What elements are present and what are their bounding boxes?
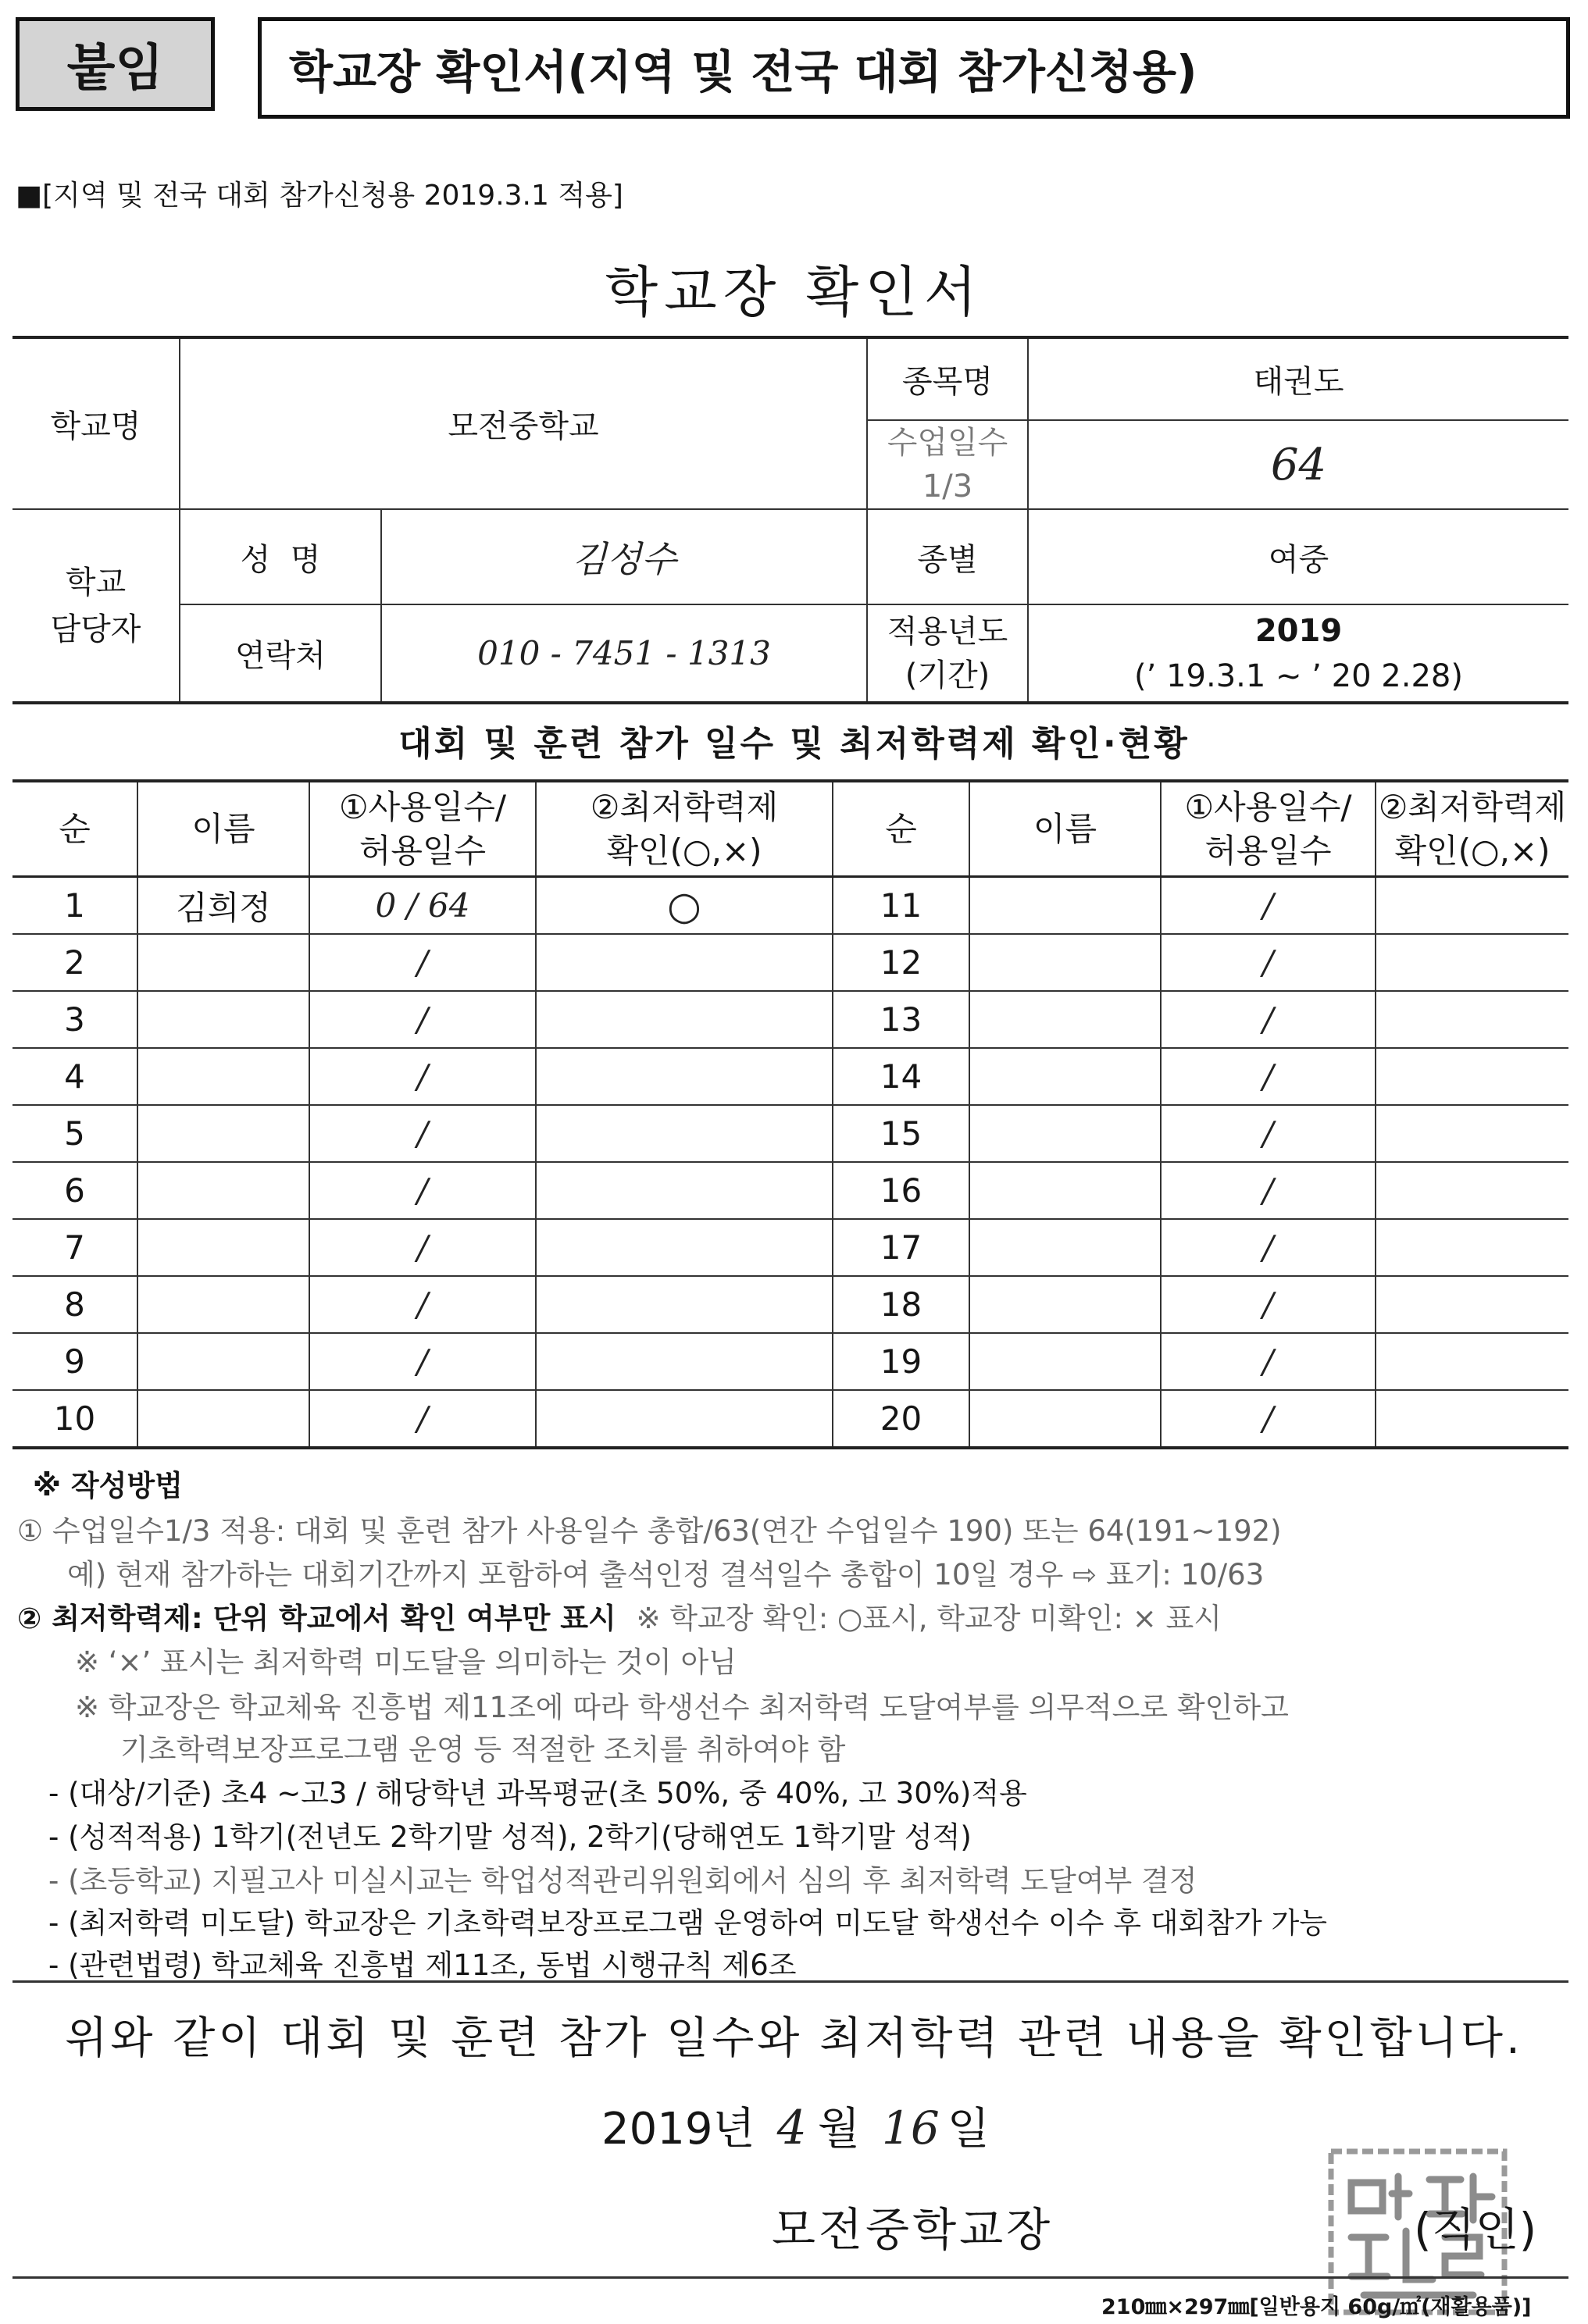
year-label-line1: 적용년도 bbox=[887, 613, 1008, 650]
name-value: 김성수 bbox=[381, 509, 867, 604]
cell-days: / bbox=[309, 1162, 536, 1219]
class-days-label bbox=[867, 420, 1028, 509]
cell-name bbox=[969, 1162, 1161, 1219]
cell-days: / bbox=[1161, 1219, 1376, 1276]
cell-days: / bbox=[1161, 877, 1376, 935]
cell-no: 6 bbox=[12, 1162, 137, 1219]
cell-no: 17 bbox=[833, 1219, 969, 1276]
cell-no: 5 bbox=[12, 1105, 137, 1162]
school-name-value: 모전중학교 bbox=[180, 337, 867, 509]
header-days-line2: 허용일수 bbox=[1204, 831, 1332, 870]
cell-name bbox=[969, 877, 1161, 935]
cell-no: 1 bbox=[12, 877, 137, 935]
cell-days: / bbox=[309, 1390, 536, 1448]
header-name-right: 이름 bbox=[969, 781, 1161, 877]
note-2-line1: ※ 학교장은 학교체육 진흥법 제11조에 따라 학생선수 최저학력 도달여부를 의무적으로 확인하고 bbox=[75, 1691, 1289, 1724]
cell-no: 2 bbox=[12, 934, 137, 991]
cell-check bbox=[1376, 1333, 1568, 1390]
class-days-label-line2: 1/3 bbox=[922, 469, 973, 504]
sport-value: 태권도 bbox=[1028, 337, 1568, 420]
cell-check bbox=[1376, 1219, 1568, 1276]
cell-name bbox=[137, 934, 309, 991]
cell-check bbox=[536, 1105, 833, 1162]
header-days-line1: ①사용일수/ bbox=[1184, 787, 1352, 826]
cell-no: 15 bbox=[833, 1105, 969, 1162]
cell-check bbox=[536, 1219, 833, 1276]
manager-label-line2: 담당자 bbox=[50, 611, 141, 647]
cell-days: / bbox=[1161, 1276, 1376, 1333]
cell-name bbox=[969, 1276, 1161, 1333]
cell-check bbox=[1376, 877, 1568, 935]
cell-name bbox=[969, 1390, 1161, 1448]
cell-name bbox=[137, 1105, 309, 1162]
cell-name bbox=[137, 1333, 309, 1390]
cell-no: 11 bbox=[833, 877, 969, 935]
cell-no: 16 bbox=[833, 1162, 969, 1219]
cell-check bbox=[536, 991, 833, 1048]
cell-name bbox=[137, 1219, 309, 1276]
school-name-label: 학교명 bbox=[12, 337, 180, 509]
header-days-line1: ①사용일수/ bbox=[338, 787, 507, 826]
cell-no: 10 bbox=[12, 1390, 137, 1448]
bullet-not-reached: - (최저학력 미도달) 학교장은 기초학력보장프로그램 운영하여 미도달 학생선수 이수 후 대회참가 가능 bbox=[48, 1906, 1328, 1940]
header-academic-left bbox=[536, 781, 833, 877]
roster-body bbox=[12, 877, 1568, 1449]
date-month-unit: 월 bbox=[817, 2104, 860, 2155]
cell-days: / bbox=[309, 991, 536, 1048]
name-label: 성 명 bbox=[180, 509, 381, 604]
note-2-line2: 기초학력보장프로그램 운영 등 적절한 조치를 취하여야 함 bbox=[120, 1733, 846, 1766]
cell-name bbox=[137, 1276, 309, 1333]
cell-check bbox=[1376, 991, 1568, 1048]
header-days-line2: 허용일수 bbox=[359, 831, 487, 870]
instruction-2-note: ※ 학교장 확인: ○표시, 학교장 미확인: × 표시 bbox=[636, 1602, 1222, 1635]
info-table bbox=[12, 336, 1568, 704]
cell-name: 김희정 bbox=[137, 877, 309, 935]
instruction-1-line2: 예) 현재 참가하는 대회기간까지 포함하여 출석인정 결석일수 총합이 10일 경우 ⇨ 표기: 10/63 bbox=[67, 1558, 1265, 1592]
instruction-2 bbox=[17, 1595, 1222, 1637]
year-label-line2: (기간) bbox=[905, 657, 990, 693]
cell-name bbox=[137, 991, 309, 1048]
year-value: 2019 bbox=[1254, 612, 1343, 649]
contact-label: 연락처 bbox=[180, 604, 381, 703]
header-academic-line1: ②최저학력제 bbox=[590, 787, 779, 826]
instructions-title: ※ 작성방법 bbox=[33, 1469, 183, 1502]
header-name-left: 이름 bbox=[137, 781, 309, 877]
cell-name bbox=[969, 934, 1161, 991]
cell-days: / bbox=[1161, 1333, 1376, 1390]
cell-no: 7 bbox=[12, 1219, 137, 1276]
note-1: ※ ‘×’ 표시는 최저학력 미도달을 의미하는 것이 아님 bbox=[75, 1645, 737, 1679]
table-row bbox=[12, 1333, 1568, 1390]
instruction-1-line1: ① 수업일수1/3 적용: 대회 및 훈련 참가 사용일수 총합/63(연간 수업일수 190) 또는 64(191~192) bbox=[17, 1514, 1282, 1548]
date-line bbox=[601, 2094, 990, 2157]
cell-no: 9 bbox=[12, 1333, 137, 1390]
header-academic-line2: 확인(○,×) bbox=[1394, 831, 1551, 870]
attachment-badge: 붙임 bbox=[16, 17, 215, 111]
cell-no: 4 bbox=[12, 1048, 137, 1105]
principal-title: 모전중학교장 bbox=[772, 2203, 1054, 2256]
cell-days: / bbox=[309, 934, 536, 991]
instruction-2-main: ② 최저학력제: 단위 학교에서 확인 여부만 표시 bbox=[17, 1602, 616, 1635]
cell-check bbox=[536, 1276, 833, 1333]
bullet-elementary: - (초등학교) 지필고사 미실시교는 학업성적관리위원회에서 심의 후 최저학력 도달여부 결정 bbox=[48, 1864, 1197, 1898]
table-row bbox=[12, 1162, 1568, 1219]
cell-no: 18 bbox=[833, 1276, 969, 1333]
table-row bbox=[12, 1048, 1568, 1105]
cell-no: 12 bbox=[833, 934, 969, 991]
cell-check bbox=[536, 1162, 833, 1219]
cell-days: / bbox=[1161, 934, 1376, 991]
cell-check bbox=[1376, 1162, 1568, 1219]
date-month-value: 4 bbox=[776, 2101, 807, 2155]
cell-check bbox=[1376, 1390, 1568, 1448]
header-no-left: 순 bbox=[12, 781, 137, 877]
cell-name bbox=[969, 1048, 1161, 1105]
cell-days: / bbox=[1161, 1048, 1376, 1105]
cell-no: 14 bbox=[833, 1048, 969, 1105]
cell-check bbox=[536, 934, 833, 991]
document-title: 학교장 확인서 bbox=[605, 260, 983, 324]
class-days-label-line1: 수업일수 bbox=[887, 425, 1008, 461]
cell-check: ○ bbox=[536, 877, 833, 935]
cell-no: 8 bbox=[12, 1276, 137, 1333]
cell-days: / bbox=[1161, 1162, 1376, 1219]
header-no-right: 순 bbox=[833, 781, 969, 877]
cell-name bbox=[137, 1162, 309, 1219]
cell-name bbox=[137, 1048, 309, 1105]
cell-days: / bbox=[309, 1219, 536, 1276]
manager-label-line1: 학교 bbox=[65, 564, 127, 601]
year-value-cell bbox=[1028, 604, 1568, 703]
cell-days: / bbox=[309, 1333, 536, 1390]
cell-no: 19 bbox=[833, 1333, 969, 1390]
table-row bbox=[12, 934, 1568, 991]
period-value: (’ 19.3.1 ~ ’ 20 2.28) bbox=[1134, 658, 1463, 694]
header-days-right bbox=[1161, 781, 1376, 877]
cell-check bbox=[1376, 1105, 1568, 1162]
table-row bbox=[12, 991, 1568, 1048]
cell-no: 3 bbox=[12, 991, 137, 1048]
cell-days: 0 / 64 bbox=[309, 877, 536, 935]
roster-table bbox=[12, 779, 1568, 1449]
cell-days: / bbox=[1161, 991, 1376, 1048]
table-row bbox=[12, 1276, 1568, 1333]
form-title: 학교장 확인서(지역 및 전국 대회 참가신청용) bbox=[258, 17, 1570, 119]
roster-header-row bbox=[12, 781, 1568, 877]
cell-name bbox=[137, 1390, 309, 1448]
table-row bbox=[12, 877, 1568, 935]
status-heading: 대회 및 훈련 참가 일수 및 최저학력제 확인·현황 bbox=[398, 724, 1190, 764]
footer-divider bbox=[12, 2276, 1568, 2279]
date-year: 2019년 bbox=[601, 2104, 755, 2155]
contact-value: 010 - 7451 - 1313 bbox=[381, 604, 867, 703]
seal-label: (직인) bbox=[1414, 2203, 1537, 2256]
bullet-target: - (대상/기준) 초4 ~고3 / 해당학년 과목평균(초 50%, 중 40%, 고 30%)적용 bbox=[48, 1777, 1027, 1810]
sport-label: 종목명 bbox=[867, 337, 1028, 420]
confirmation-statement: 위와 같이 대회 및 훈련 참가 일수와 최저학력 관련 내용을 확인합니다. bbox=[65, 2013, 1523, 2064]
year-label bbox=[867, 604, 1028, 703]
bullet-law: - (관련법령) 학교체육 진흥법 제11조, 동법 시행규칙 제6조 bbox=[48, 1948, 797, 1982]
table-row bbox=[12, 1390, 1568, 1448]
header-days-left bbox=[309, 781, 536, 877]
cell-days: / bbox=[1161, 1105, 1376, 1162]
cell-name bbox=[969, 991, 1161, 1048]
cell-check bbox=[1376, 934, 1568, 991]
form-tag: ■[지역 및 전국 대회 참가신청용 2019.3.1 적용] bbox=[16, 180, 623, 212]
header-academic-line2: 확인(○,×) bbox=[606, 831, 762, 870]
table-row bbox=[12, 1105, 1568, 1162]
cell-no: 20 bbox=[833, 1390, 969, 1448]
date-day-unit: 일 bbox=[947, 2104, 990, 2155]
cell-check bbox=[536, 1390, 833, 1448]
cell-days: / bbox=[1161, 1390, 1376, 1448]
cell-days: / bbox=[309, 1105, 536, 1162]
cell-days: / bbox=[309, 1048, 536, 1105]
paper-spec-footer: 210㎜×297㎜[일반용지 60g/㎡(재활용품)] bbox=[1101, 2295, 1532, 2319]
header-academic-line1: ②최저학력제 bbox=[1378, 787, 1567, 826]
class-days-value: 64 bbox=[1028, 420, 1568, 509]
table-row bbox=[12, 1219, 1568, 1276]
manager-label bbox=[12, 509, 180, 703]
cell-no: 13 bbox=[833, 991, 969, 1048]
date-day-value: 16 bbox=[881, 2101, 940, 2155]
cell-check bbox=[1376, 1276, 1568, 1333]
cell-days: / bbox=[309, 1276, 536, 1333]
cell-name bbox=[969, 1333, 1161, 1390]
header-academic-right bbox=[1376, 781, 1568, 877]
cell-check bbox=[536, 1048, 833, 1105]
cell-name bbox=[969, 1105, 1161, 1162]
cell-check bbox=[1376, 1048, 1568, 1105]
category-value: 여중 bbox=[1028, 509, 1568, 604]
category-label: 종별 bbox=[867, 509, 1028, 604]
cell-name bbox=[969, 1219, 1161, 1276]
divider bbox=[12, 1980, 1568, 1983]
cell-check bbox=[536, 1333, 833, 1390]
bullet-grades: - (성적적용) 1학기(전년도 2학기말 성적), 2학기(당해연도 1학기말 성적) bbox=[48, 1820, 972, 1854]
